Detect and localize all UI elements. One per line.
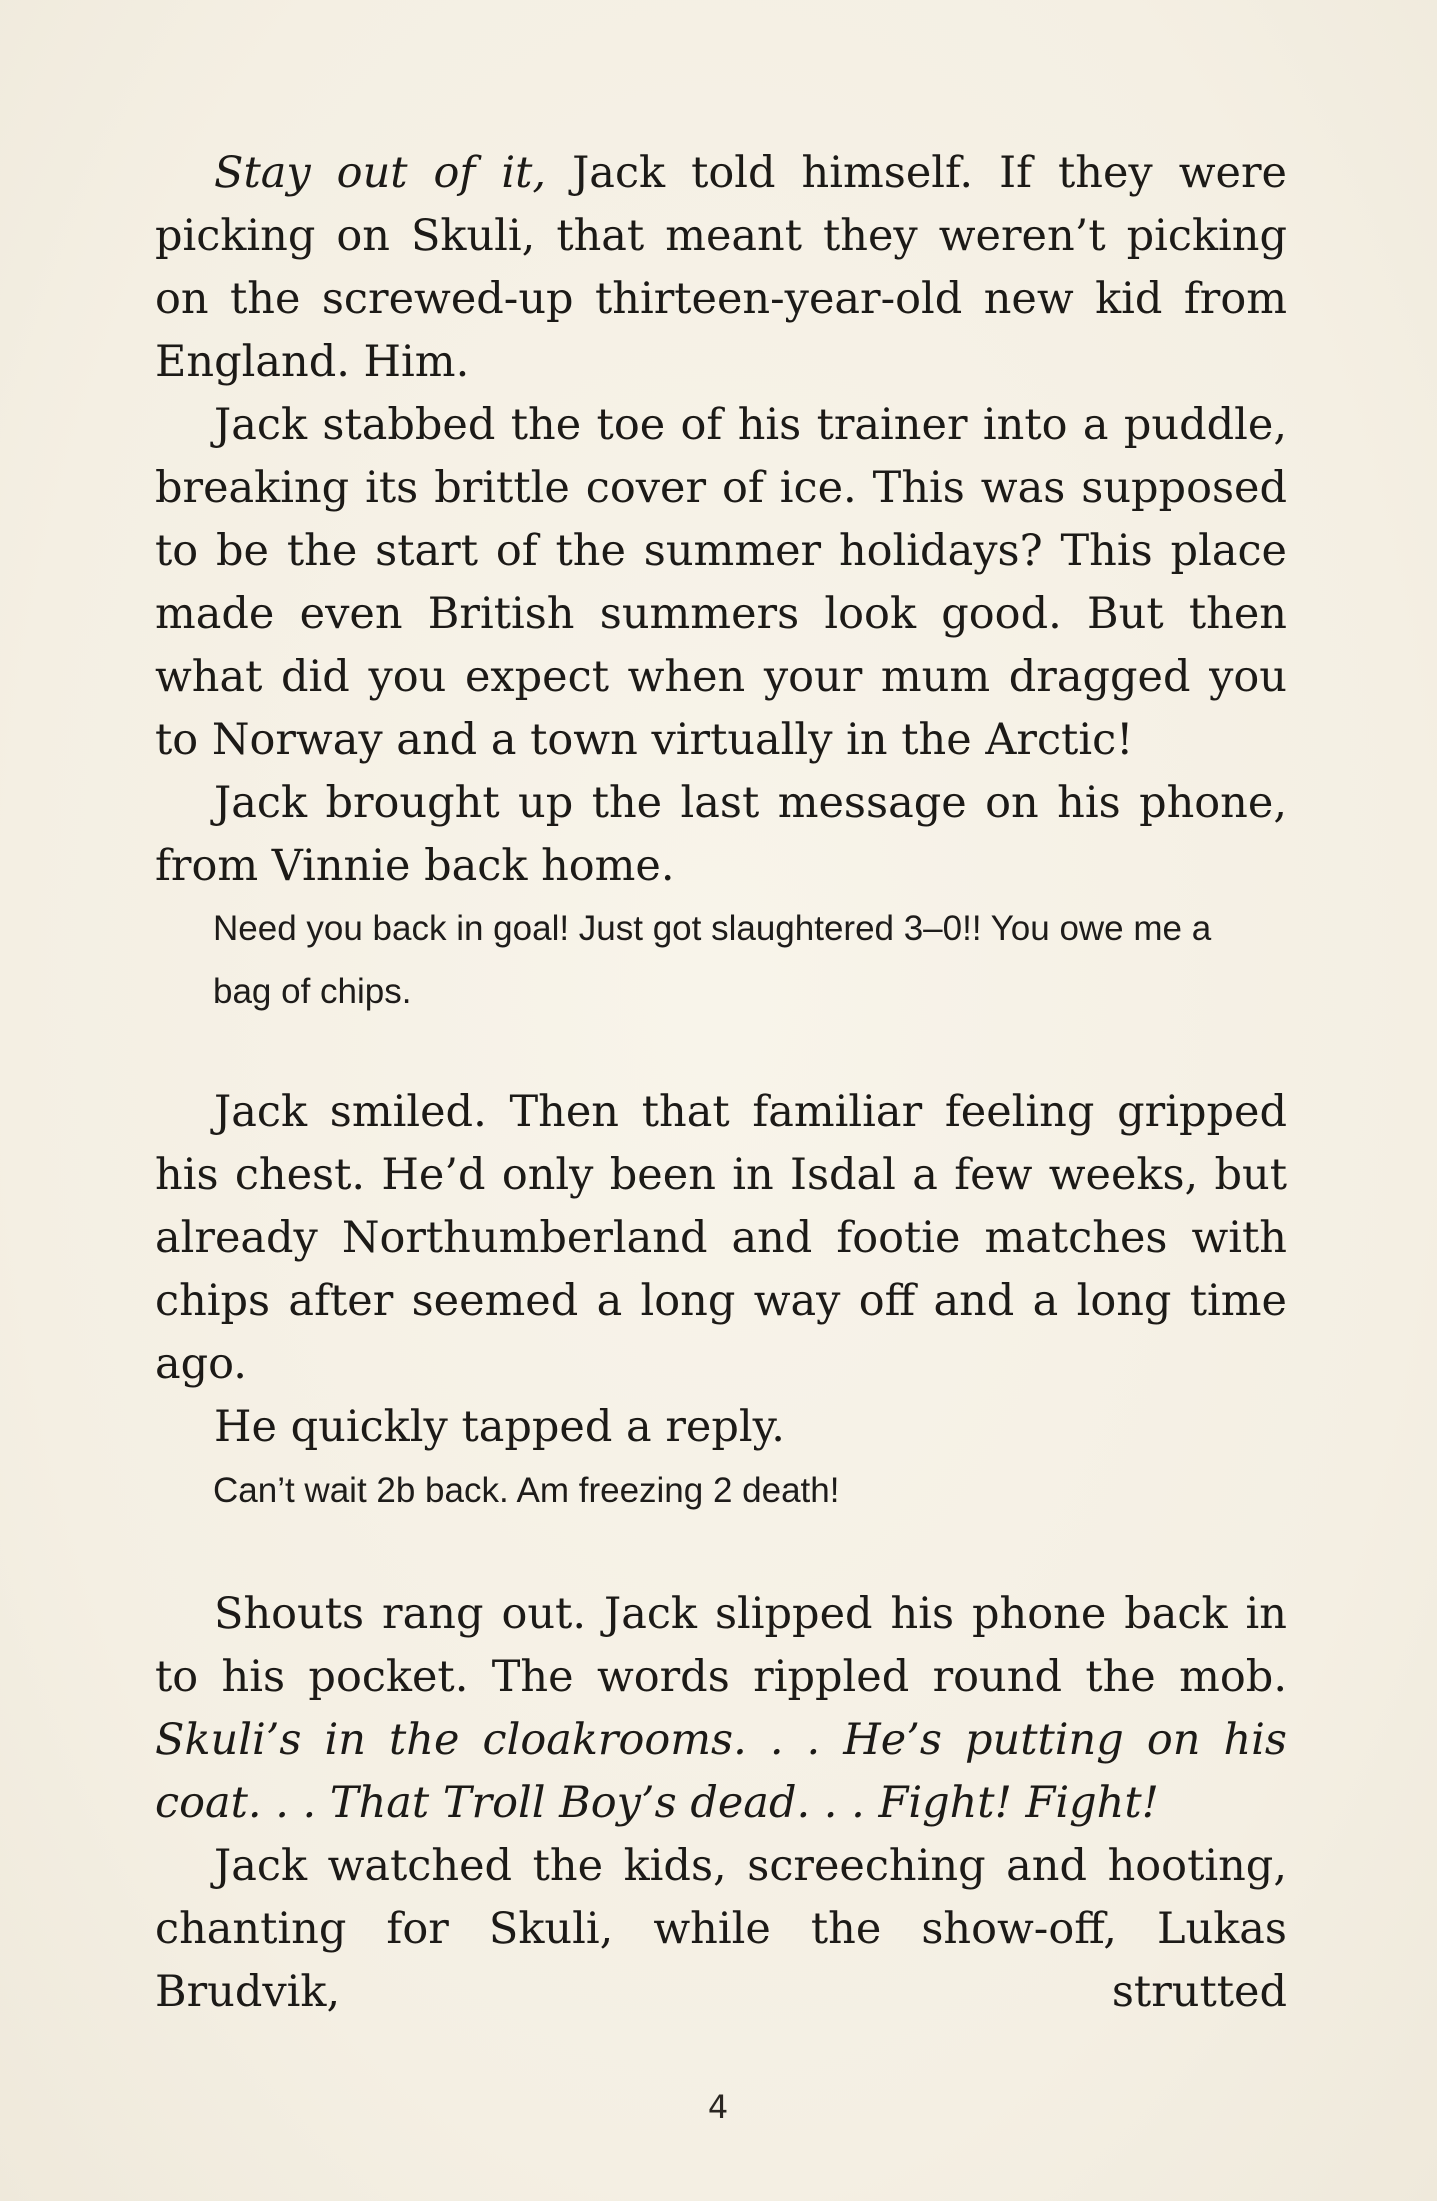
- italic-run: Skuli’s in the cloakrooms. . . He’s putting on his coat. . . That Troll Boy’s dead. . . Fight! Fight!: [155, 1715, 1287, 1828]
- paragraph: [155, 142, 1287, 394]
- paragraph: [155, 772, 1287, 898]
- paragraph: [155, 1396, 1287, 1459]
- text-run: Shouts rang out. Jack slipped his phone back in to his pocket. The words rippled round the mob.: [155, 1589, 1287, 1702]
- body-text-middle: [155, 1081, 1287, 1459]
- text-run: Jack told himself. If they were picking on Skuli, that meant they weren’t picking on the screwed-up thirteen-year-old new kid from England. Him.: [155, 148, 1287, 387]
- text-run: He quickly tapped a reply.: [214, 1402, 785, 1452]
- text-message-vinnie: Need you back in goal! Just got slaughtered 3–0!! You owe me a bag of chips.: [213, 909, 1212, 1011]
- text-run: Jack watched the kids, screeching and hooting, chanting for Skuli, while the show-off, Lukas Brudvik, strutted: [155, 1841, 1287, 2017]
- text-run: Jack stabbed the toe of his trainer into a puddle, breaking its brittle cover of ice. This was supposed to be the start of the summer holidays? This place made even British summers look good. But then what did you expect when your mum dragged you to Norway and a town virtually in the Arctic!: [155, 400, 1287, 765]
- page-number: 4: [707, 2088, 730, 2126]
- paragraph: [155, 394, 1287, 772]
- body-text-bottom: [155, 1583, 1287, 2024]
- paragraph: [155, 1081, 1287, 1396]
- paragraph: [155, 1583, 1287, 1835]
- italic-run: Stay out of it,: [214, 148, 547, 198]
- paragraph: [155, 1835, 1287, 2024]
- text-message-reply: Can’t wait 2b back. Am freezing 2 death!: [213, 1471, 840, 1510]
- text-run: Jack brought up the last message on his phone, from Vinnie back home.: [155, 778, 1287, 891]
- body-text-top: [155, 142, 1287, 898]
- text-run: Jack smiled. Then that familiar feeling gripped his chest. He’d only been in Isdal a few weeks, but already Northumberland and footie matches with chips after seemed a long way off and a long time ago.: [155, 1087, 1287, 1389]
